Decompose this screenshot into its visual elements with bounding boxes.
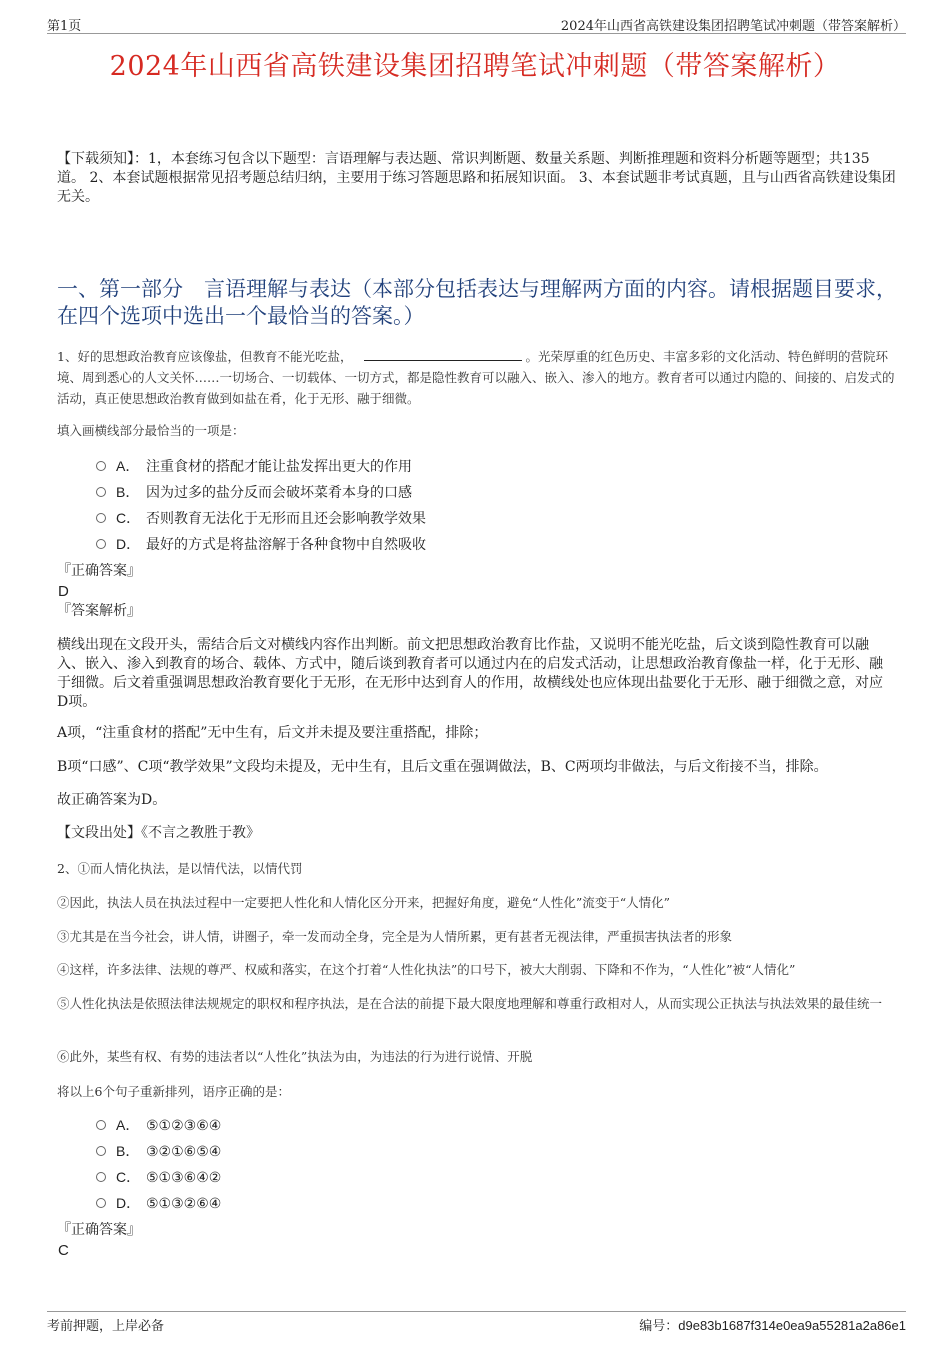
question-2-option-d[interactable]: D． ⑤①③②⑥④ [96,1190,856,1216]
question-2-answer-label: 『正确答案』 [57,1222,141,1238]
question-2-sentence: 2、①而人情化执法，是以情代法，以情代罚 [57,861,303,876]
question-1-analysis-paragraph: 故正确答案为D。 [57,792,167,808]
question-1-analysis-paragraph: A项，“注重食材的搭配”无中生有，后文并未提及要注重搭配，排除； [57,725,488,741]
fill-blank-line [364,348,522,361]
question-1-option-a[interactable]: A． 注重食材的搭配才能让盐发挥出更大的作用 [96,453,856,479]
question-2-options [96,1112,856,1216]
radio-icon[interactable] [96,461,106,471]
question-1-analysis-paragraph: 横线出现在文段开头，需结合后文对横线内容作出判断。前文把思想政治教育比作盐，又说明不能光吃盐，后文谈到隐性教育可以融入、嵌入、渗入到教育的场合、载体、方式中，随后谈到教育者可以通过内在的启发式活动，让思想政治教育像盐一样，化于无形、融于细微。后文着重强调思想政治教育要化于无形，在无形中达到育人的作用，故横线处也应体现出盐要化于无形、融于细微之意，对应D项。 [57,637,883,710]
footer-document-id: 编号：d9e83b1687f314e0ea9a55281a2a86e1 [639,1318,906,1333]
question-1-analysis-label: 『答案解析』 [57,603,141,619]
question-2-option-b[interactable]: B． ③②①⑥⑤④ [96,1138,856,1164]
radio-icon[interactable] [96,1146,106,1156]
radio-icon[interactable] [96,513,106,523]
question-2-sentence: ⑤人性化执法是依照法律法规规定的职权和程序执法，是在合法的前提下最大限度地理解和尊重行政相对人，从而实现公正执法与执法效果的最佳统一 [57,996,883,1011]
question-2-sentence: ③尤其是在当今社会，讲人情，讲圈子，牵一发而动全身，完全是为人情所累，更有甚者无视法律，严重损害执法者的形象 [57,929,733,944]
radio-icon[interactable] [96,1172,106,1182]
question-1-options [96,453,856,557]
question-2-prompt: 将以上6个句子重新排列，语序正确的是： [57,1084,290,1099]
question-2-sentence: ④这样，许多法律、法规的尊严、权威和落实，在这个打着“人性化执法”的口号下，被大大削弱、下降和不作为，“人性化”被“人情化” [57,962,796,977]
question-1-prompt: 填入画横线部分最恰当的一项是： [57,423,245,438]
radio-icon[interactable] [96,487,106,497]
question-1-stem-before: 1、好的思想政治教育应该像盐，但教育不能光吃盐， [57,349,353,364]
question-2-sentence: ⑥此外，某些有权、有势的违法者以“人性化”执法为由，为违法的行为进行说情、开脱 [57,1049,533,1064]
header-page-number: 第1页 [47,19,82,34]
question-1-analysis-paragraph: B项“口感”、C项“教学效果”文段均未提及，无中生有，且后文重在强调做法，B、C两项均非做法，与后文衔接不当，排除。 [57,759,828,775]
radio-icon[interactable] [96,1198,106,1208]
radio-icon[interactable] [96,1120,106,1130]
question-1-source: 【文段出处】《不言之教胜于教》 [57,825,260,841]
question-2-answer: C [58,1242,69,1259]
footer-slogan: 考前押题，上岸必备 [47,1319,165,1334]
question-1-answer-label: 『正确答案』 [57,563,141,579]
page-header [47,13,906,34]
document-title: 2024年山西省高铁建设集团招聘笔试冲刺题（带答案解析） [109,51,841,82]
question-1-answer: D [58,583,69,600]
section-heading: 一、第一部分 言语理解与表达（本部分包括表达与理解两方面的内容。请根据题目要求，在四个选项中选出一个最恰当的答案。） [57,277,897,328]
header-doc-title: 2024年山西省高铁建设集团招聘笔试冲刺题（带答案解析） [560,19,906,34]
question-2-option-a[interactable]: A． ⑤①②③⑥④ [96,1112,856,1138]
question-1-stem-after: 。光荣厚重的红色历史、丰富多彩的文化活动、特色鲜明的营院环境、周到悉心的人文关怀……一切场合、一切载体、一切方式，都是隐性教育可以融入、嵌入、渗入的地方。教育者可以通过内隐的、间接的、启发式的活动，真正使思想政治教育做到如盐在肴，化于无形、融于细微。 [57,349,895,406]
page-footer [47,1311,906,1334]
question-1-option-b[interactable]: B． 因为过多的盐分反而会破坏菜肴本身的口感 [96,479,856,505]
question-2-option-c[interactable]: C． ⑤①③⑥④② [96,1164,856,1190]
question-1-option-c[interactable]: C． 否则教育无法化于无形而且还会影响教学效果 [96,505,856,531]
radio-icon[interactable] [96,539,106,549]
download-notice: 【下载须知】：1，本套练习包含以下题型：言语理解与表达题、常识判断题、数量关系题、判断推理题和资料分析题等题型；共135道。 2、本套试题根据常见招考题总结归纳，主要用于练习答题思路和拓展知识面。 3、本套试题非考试真题，且与山西省高铁建设集团无关。 [57,151,896,205]
question-2-sentence: ②因此，执法人员在执法过程中一定要把人性化和人情化区分开来，把握好角度，避免“人性化”流变于“人情化” [57,895,671,910]
question-1-option-d[interactable]: D． 最好的方式是将盐溶解于各种食物中自然吸收 [96,531,856,557]
question-1-stem [57,346,897,409]
